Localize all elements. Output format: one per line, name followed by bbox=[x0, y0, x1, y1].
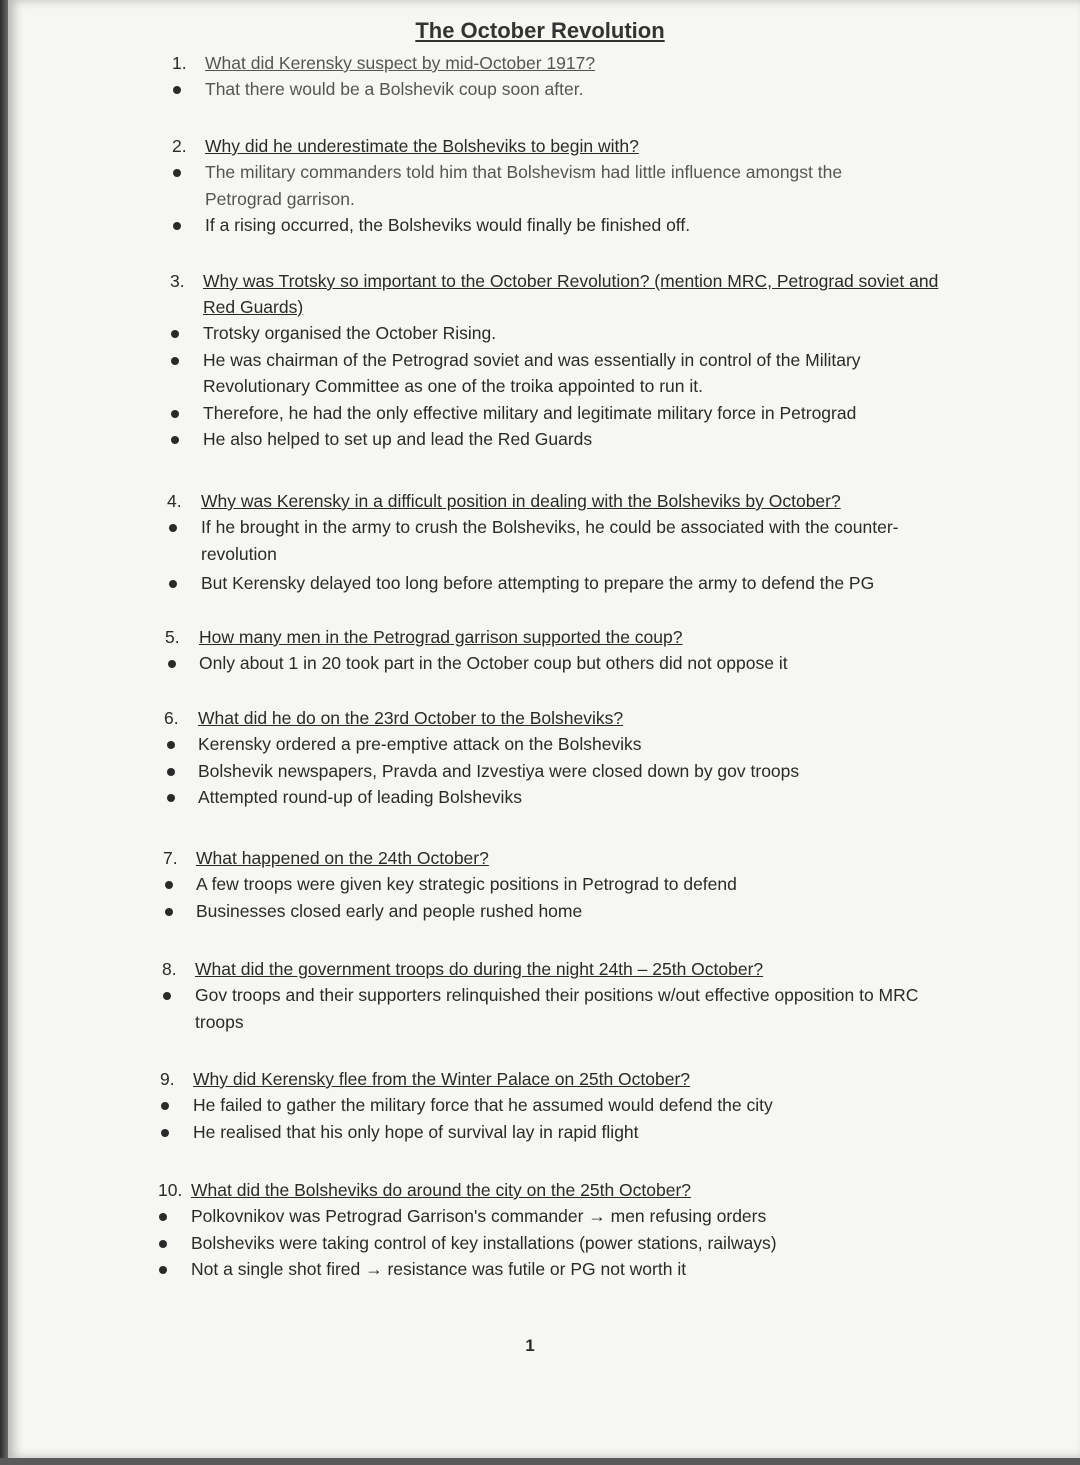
bullet-icon bbox=[168, 660, 176, 668]
answer-bullet: That there would be a Bolshevik coup soon after. bbox=[0, 76, 925, 103]
question-1 bbox=[0, 50, 1080, 103]
bullet-icon bbox=[165, 881, 173, 889]
answer-bullet: The military commanders told him that Bolshevism had little influence amongst the Petrograd garrison. bbox=[0, 159, 895, 212]
question-text: What did the government troops do during the night 24th – 25th October? bbox=[195, 959, 764, 979]
bullet-icon bbox=[167, 768, 175, 776]
page-number: 1 bbox=[525, 1336, 535, 1355]
question-2 bbox=[0, 133, 1080, 239]
question-number: 5. bbox=[165, 627, 180, 647]
bullet-icon bbox=[173, 86, 181, 94]
question-text: What did the Bolsheviks do around the city on the 25th October? bbox=[191, 1180, 692, 1200]
question-text: Why did he underestimate the Bolsheviks to begin with? bbox=[205, 136, 639, 156]
question-9 bbox=[0, 1066, 1080, 1145]
bullet-icon bbox=[159, 1213, 167, 1221]
answer-bullet: He failed to gather the military force that he assumed would defend the city bbox=[0, 1092, 913, 1119]
answer-bullet: Therefore, he had the only effective military and legitimate military force in Petrograd bbox=[0, 400, 923, 427]
question-number: 2. bbox=[172, 136, 187, 156]
bullet-icon bbox=[173, 169, 181, 177]
bullet-icon bbox=[159, 1240, 167, 1248]
question-text: What did Kerensky suspect by mid-October 1917? bbox=[205, 53, 596, 73]
question-6 bbox=[0, 705, 1080, 811]
answer-bullet: A few troops were given key strategic positions in Petrograd to defend bbox=[0, 871, 916, 898]
bullet-icon bbox=[171, 357, 179, 365]
answer-bullet: Not a single shot fired → resistance was futile or PG not worth it bbox=[0, 1256, 911, 1283]
question-number: 4. bbox=[167, 491, 182, 511]
answer-bullet: Attempted round-up of leading Bolsheviks bbox=[0, 784, 918, 811]
answer-bullet: Bolsheviks were taking control of key installations (power stations, railways) bbox=[0, 1230, 911, 1257]
bullet-icon bbox=[159, 1266, 167, 1274]
page-title: The October Revolution bbox=[415, 18, 665, 43]
question-text: Why was Trotsky so important to the October Revolution? (mention MRC, Petrograd soviet and Red Guards) bbox=[203, 271, 939, 317]
question-number: 10. bbox=[158, 1180, 183, 1200]
question-number: 6. bbox=[164, 708, 179, 728]
answer-bullet: Polkovnikov was Petrograd Garrison's commander → men refusing orders bbox=[0, 1203, 911, 1230]
answer-bullet: Gov troops and their supporters relinquished their positions w/out effective opposition to MRC troops bbox=[0, 982, 930, 1035]
bullet-icon bbox=[161, 1102, 169, 1110]
question-3 bbox=[0, 268, 1080, 453]
answer-bullet: He was chairman of the Petrograd soviet and was essentially in control of the Military Revolutionary Committee as one of the troika appointed to run it. bbox=[0, 347, 903, 400]
bullet-icon bbox=[171, 330, 179, 338]
question-7 bbox=[0, 845, 1080, 924]
answer-bullet: Trotsky organised the October Rising. bbox=[0, 320, 903, 347]
answer-bullet: He also helped to set up and lead the Red Guards bbox=[0, 426, 903, 453]
answer-bullet: Kerensky ordered a pre-emptive attack on the Bolsheviks bbox=[0, 731, 918, 758]
bullet-icon bbox=[171, 410, 179, 418]
bullet-icon bbox=[169, 524, 177, 532]
page-bottom-edge bbox=[0, 1458, 1080, 1465]
bullet-icon bbox=[161, 1129, 169, 1137]
question-number: 1. bbox=[172, 53, 187, 73]
question-number: 9. bbox=[160, 1069, 175, 1089]
question-number: 8. bbox=[162, 959, 177, 979]
answer-bullet: But Kerensky delayed too long before attempting to prepare the army to defend the PG bbox=[0, 570, 931, 597]
bullet-icon bbox=[165, 908, 173, 916]
question-8 bbox=[0, 956, 1080, 1035]
bullet-icon bbox=[167, 741, 175, 749]
answer-bullet: If he brought in the army to crush the Bolsheviks, he could be associated with the counter-revolution bbox=[0, 514, 931, 567]
answer-bullet: He realised that his only hope of survival lay in rapid flight bbox=[0, 1119, 913, 1146]
question-text: What happened on the 24th October? bbox=[196, 848, 489, 868]
bullet-icon bbox=[171, 436, 179, 444]
answer-bullet: If a rising occurred, the Bolsheviks would finally be finished off. bbox=[0, 212, 925, 239]
bullet-icon bbox=[173, 222, 181, 230]
bullet-icon bbox=[169, 580, 177, 588]
question-text: What did he do on the 23rd October to the Bolsheviks? bbox=[198, 708, 624, 728]
bullet-icon bbox=[167, 794, 175, 802]
question-number: 7. bbox=[163, 848, 178, 868]
question-number: 3. bbox=[170, 271, 185, 291]
bullet-icon bbox=[163, 992, 171, 1000]
question-5 bbox=[0, 624, 1080, 677]
answer-bullet: Bolshevik newspapers, Pravda and Izvestiya were closed down by gov troops bbox=[0, 758, 918, 785]
answer-bullet: Only about 1 in 20 took part in the October coup but others did not oppose it bbox=[0, 650, 919, 677]
question-10 bbox=[0, 1177, 1080, 1283]
question-text: How many men in the Petrograd garrison supported the coup? bbox=[199, 627, 683, 647]
answer-bullet: Businesses closed early and people rushed home bbox=[0, 898, 916, 925]
question-text: Why did Kerensky flee from the Winter Palace on 25th October? bbox=[193, 1069, 691, 1089]
question-4 bbox=[0, 488, 1080, 597]
question-text: Why was Kerensky in a difficult position in dealing with the Bolsheviks by October? bbox=[201, 491, 841, 511]
